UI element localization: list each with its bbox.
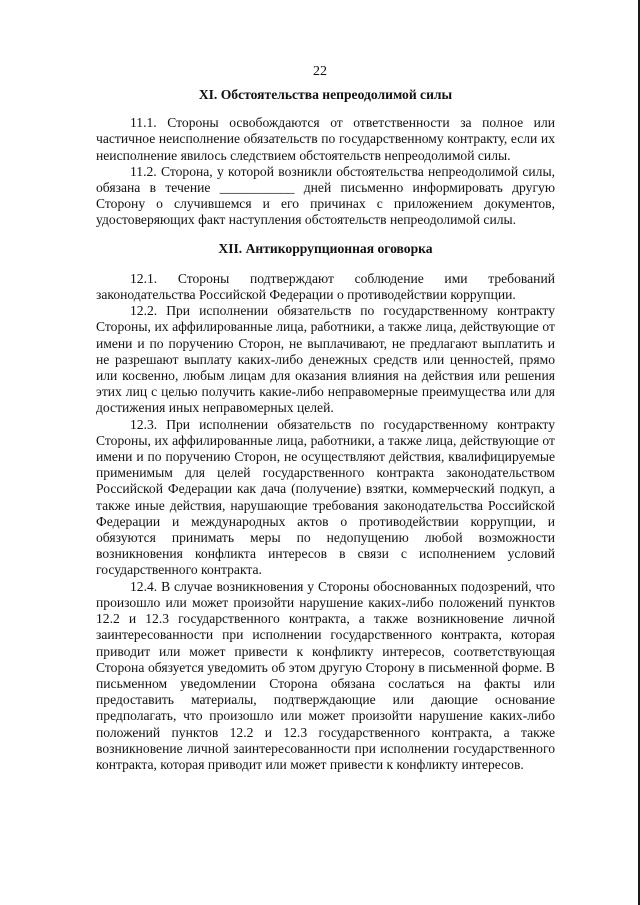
section-title-anticorruption: XII. Антикоррупционная оговорка — [218, 240, 433, 256]
paragraph-11-2-end: дней письменно информировать другую Сторону о случившемся и его причинах с приложением документов, удостоверяющих факт наступления обстоятельств непреодолимой силы. — [96, 180, 555, 228]
paragraph-12-3: 12.3. При исполнении обязательств по государственному контракту Стороны, их аффилированные лица, работники, а также лица, действующие от имени и по поручению Сторон, не осуществляют действия, квалифицируемые применимым для целей государственного контракта законодательством Российской Федерации как дача (получение) взятки, коммерческий подкуп, а также иные действия, нарушающие требования законодательства Российской Федерации и международных актов о противодействии коррупции, и обязуются принимать меры по недопущению любой возможности возникновения конфликта интересов в связи с исполнением условий государственного контракта. — [96, 416, 555, 578]
paragraph-12-1: 12.1. Стороны подтверждают соблюдение ими требований законодательства Российской Федерации о противодействии коррупции. — [96, 270, 555, 303]
blank-days-field: ___________ — [219, 180, 295, 196]
paragraph-11-2-start: 11.2. Сторона, у которой возникли обстоятельства непреодолимой силы, обязана в течение — [96, 163, 555, 196]
paragraph-12-4: 12.4. В случае возникновения у Стороны обоснованных подозрений, что произошло или может произойти нарушение каких-либо положений пунктов 12.2 и 12.3 государственного контракта, а также возникновение личной заинтересованности при исполнении государственного контракта, которая приводит или может привести к конфликту интересов, соответствующая Сторона обязуется уведомить об этом другую Сторону в письменной форме. В письменном уведомлении Сторона обязана сослаться на факты или предоставить материалы, подтверждающие или дающие основание предполагать, что произошло или может произойти нарушение каких-либо положений пунктов 12.2 и 12.3 государственного контракта, а также возникновение личной заинтересованности при исполнении государственного контракта, которая приводит или может привести к конфликту интересов. — [96, 578, 555, 772]
page-number: 22 — [313, 64, 327, 79]
paragraph-11-2 — [96, 164, 555, 229]
section-title-force-majeure: XI. Обстоятельства непреодолимой силы — [198, 87, 453, 102]
paragraph-12-2: 12.2. При исполнении обязательств по государственному контракту Стороны, их аффилированные лица, работники, а также лица, действующие от имени и по поручению Сторон, не выплачивают, не предлагают выплатить и не разрешают выплату каких-либо денежных средств или ценностей, прямо или косвенно, любым лицам для оказания влияния на действия или решения этих лиц с целью получить какие-либо неправомерные преимущества или для достижения иных неправомерных целей. — [96, 303, 555, 416]
paragraph-11-1: 11.1. Стороны освобождаются от ответственности за полное или частичное неисполнение обязательств по государственному контракту, если их неисполнение явилось следствием обстоятельств непреодолимой силы. — [96, 115, 555, 163]
document-body — [96, 87, 555, 773]
